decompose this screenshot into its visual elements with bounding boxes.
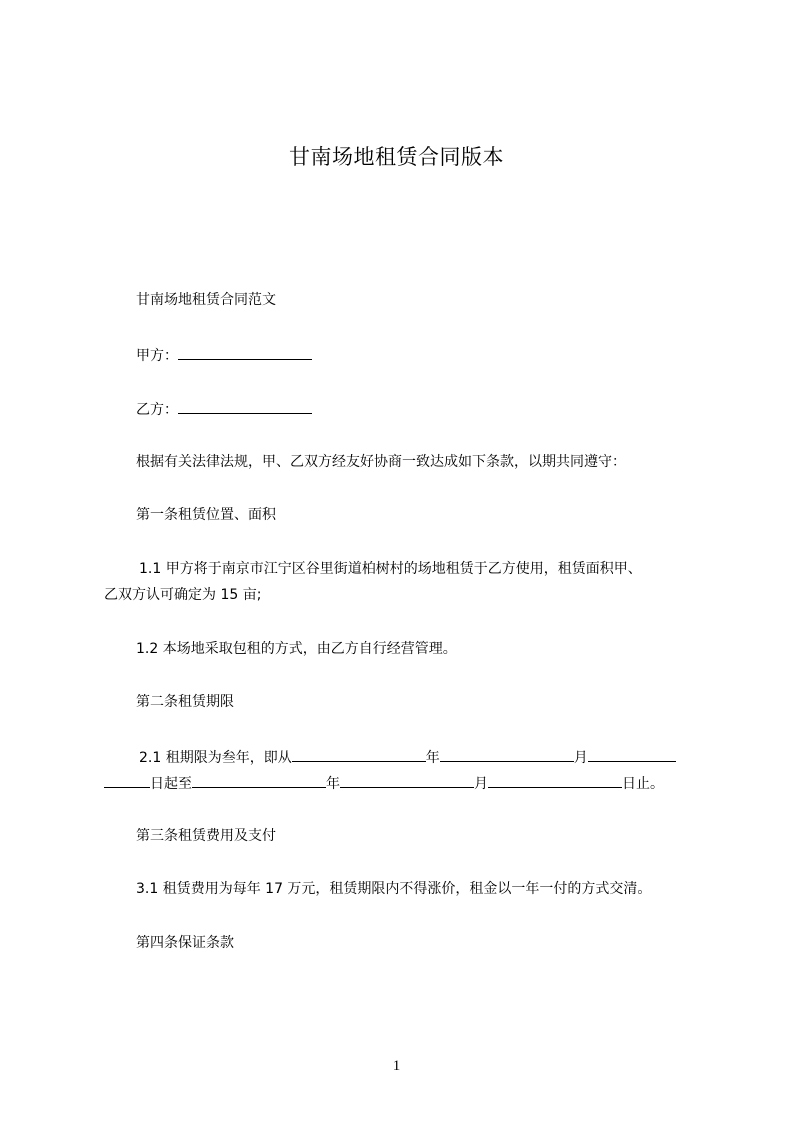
clause-1-1-line-2: 乙双方认可确定为 15 亩; [104,587,262,603]
day-start-label: 日起至 [150,776,192,792]
preamble: 根据有关法律法规，甲、乙双方经友好协商一致达成如下条款，以期共同遵守： [136,454,626,470]
clause-3-1: 3.1 租赁费用为每年 17 万元，租赁期限内不得涨价，租金以一年一付的方式交清。 [136,881,652,897]
start-year-blank [292,746,426,762]
page-number: 1 [392,1058,401,1074]
start-day-blank-part-2 [104,772,150,788]
party-b-blank [178,398,312,414]
end-day-blank [488,772,622,788]
article-2-heading: 第二条租赁期限 [136,694,234,710]
document-subtitle: 甘南场地租赁合同范文 [136,292,276,308]
article-1-heading: 第一条租赁位置、面积 [136,507,276,523]
clause-2-1-prefix: 2.1 租期限为叁年，即从 [139,750,292,766]
party-a-line [136,344,312,366]
party-b-line [136,398,312,420]
party-a-label: 甲方： [136,348,178,364]
clause-2-1-line-1 [139,746,676,768]
start-month-label: 月 [573,750,588,766]
article-3-heading: 第三条租赁费用及支付 [136,828,276,844]
end-year-label: 年 [326,776,340,792]
start-year-label: 年 [425,750,440,766]
document-title: 甘南场地租赁合同版本 [289,145,504,169]
party-b-label: 乙方： [136,402,178,418]
clause-2-1-line-2 [104,772,664,794]
end-year-blank [192,772,326,788]
end-month-label: 月 [474,776,488,792]
party-a-blank [178,344,312,360]
clause-1-2: 1.2 本场地采取包租的方式，由乙方自行经营管理。 [136,641,457,657]
start-day-blank-part-1 [588,746,676,762]
article-4-heading: 第四条保证条款 [136,935,234,951]
end-month-blank [340,772,474,788]
start-month-blank [440,746,574,762]
day-end-label: 日止。 [622,776,664,792]
clause-1-1-line-1: 1.1 甲方将于南京市江宁区谷里街道柏树村的场地租赁于乙方使用，租赁面积甲、 [139,561,642,577]
